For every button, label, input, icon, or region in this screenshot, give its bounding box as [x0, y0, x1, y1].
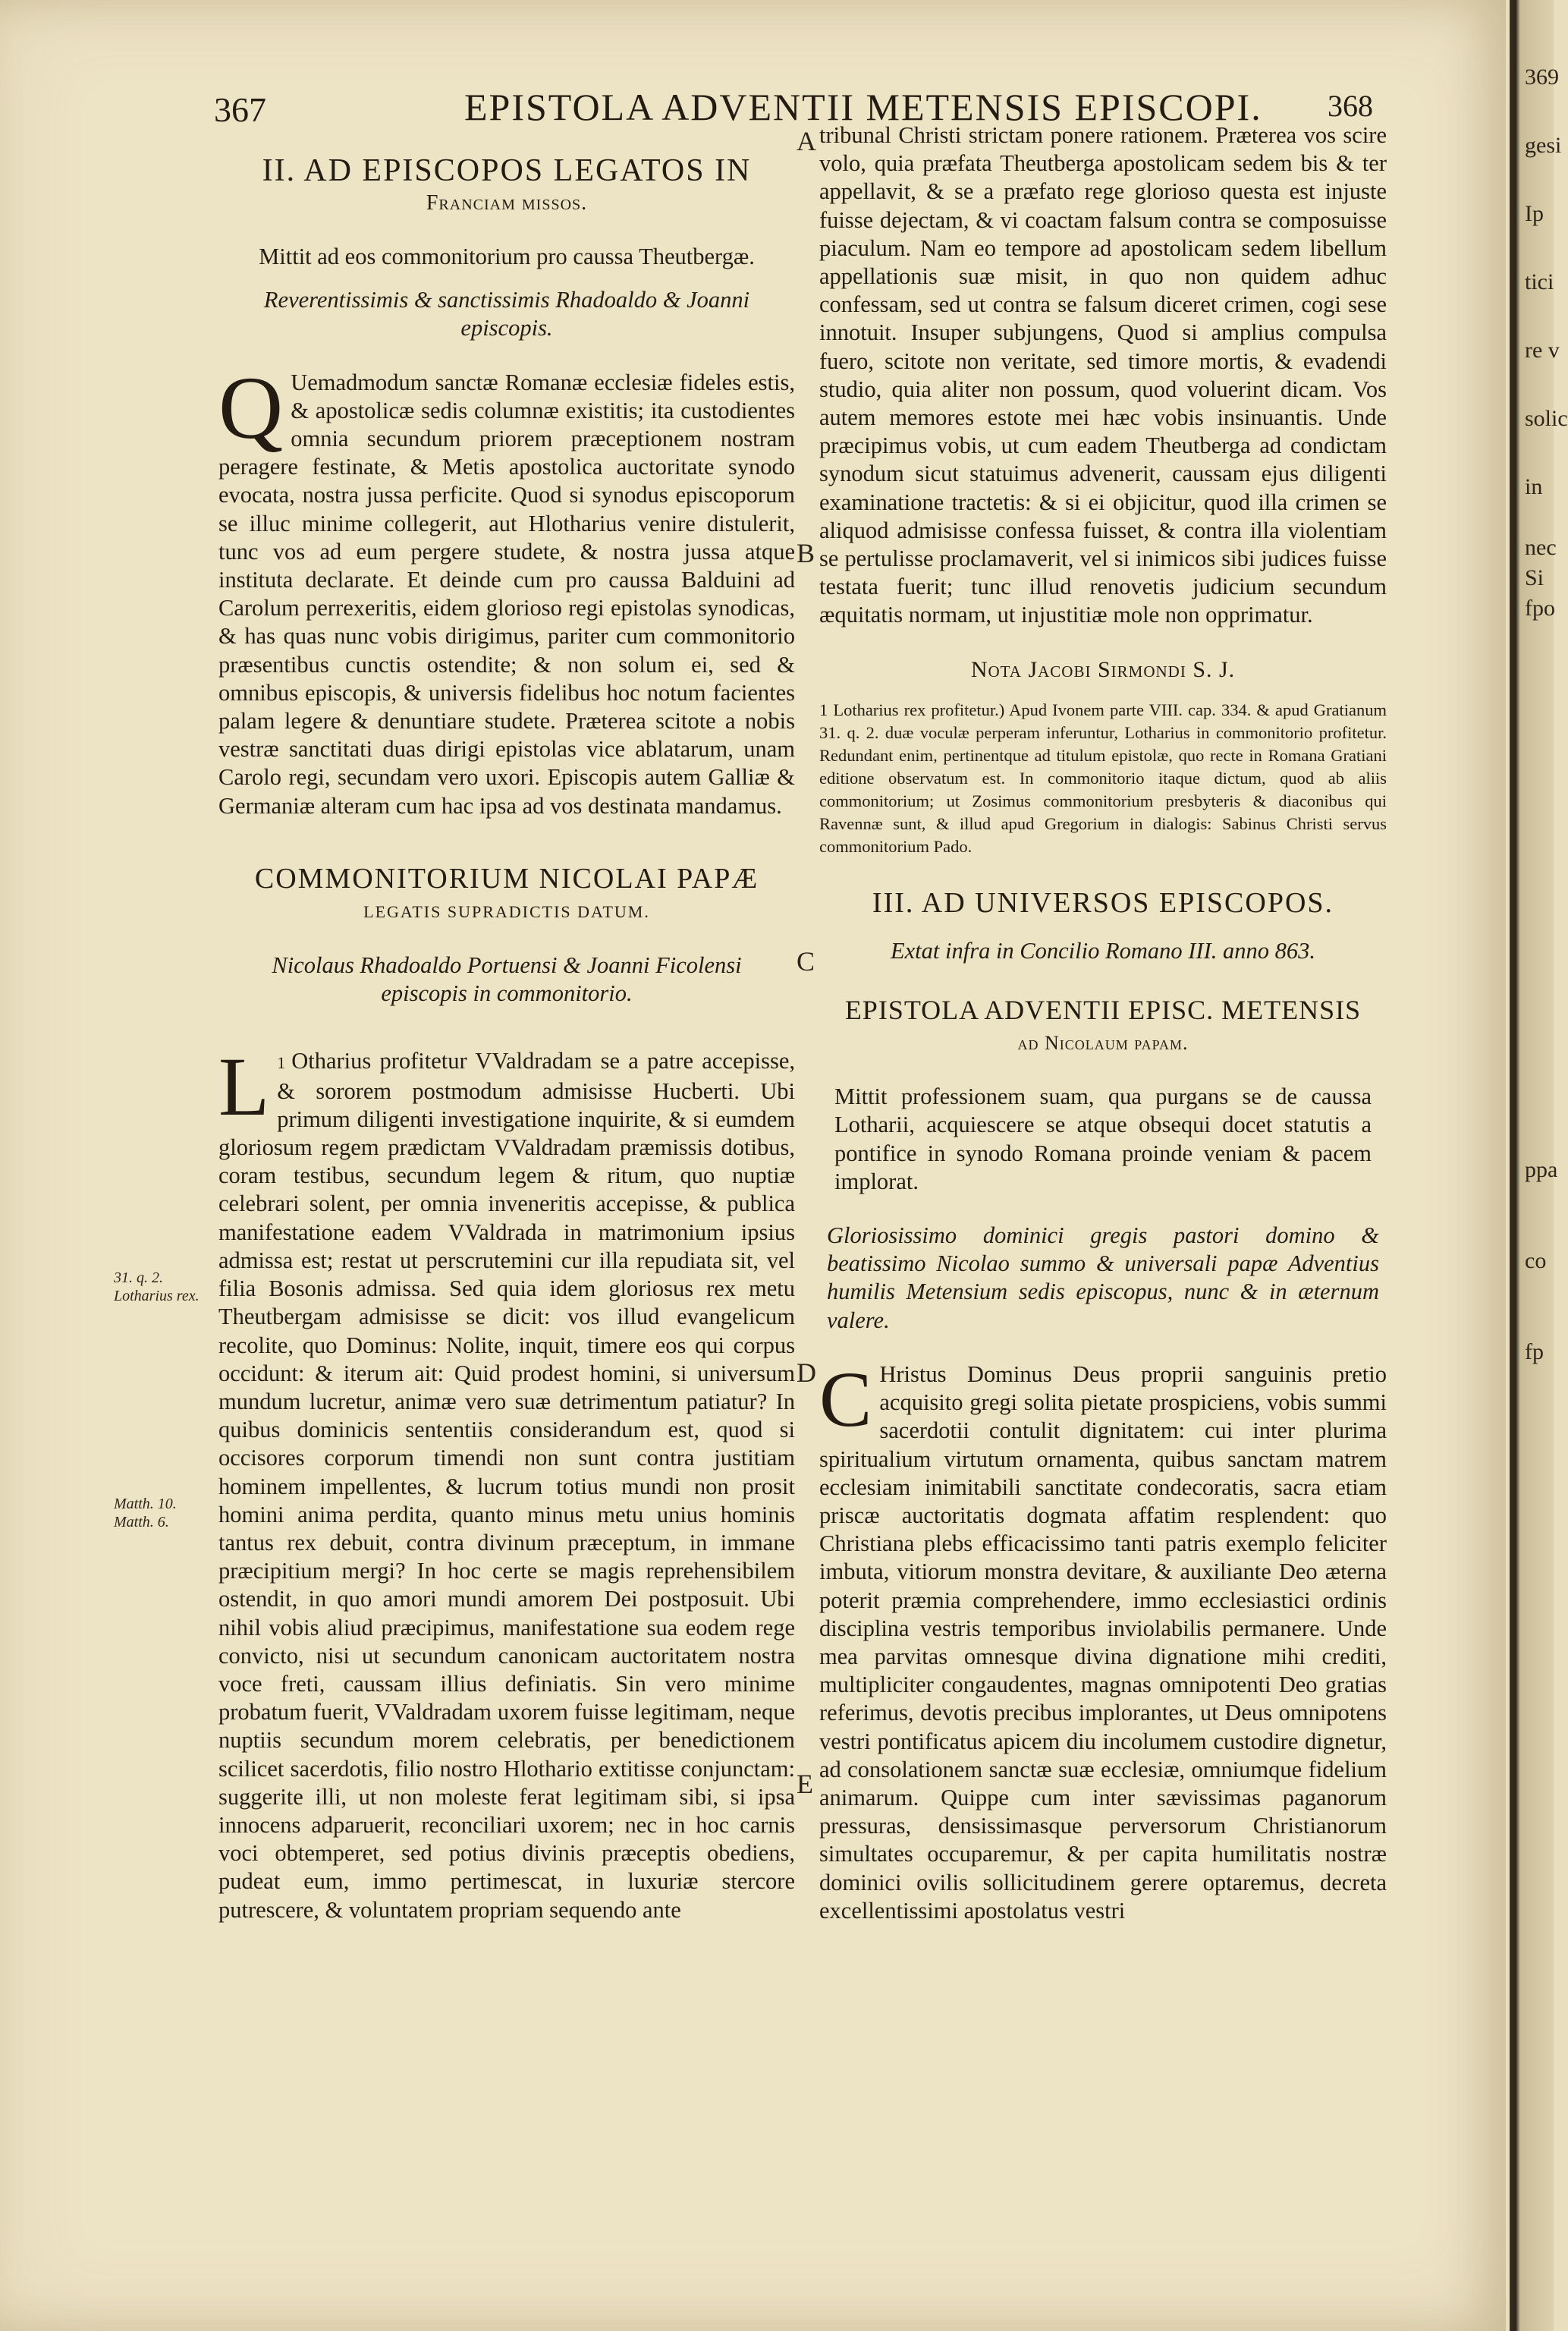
salutation-4: Gloriosissimo dominici gregis pastori domino & beatissimo Nicolao summo & universali papæ Adventius humilis Metensium sedis episcopus, nunc & in æternum valere.: [827, 1222, 1379, 1333]
dropcap-l: L: [218, 1040, 270, 1134]
note-number: 1: [277, 1053, 286, 1073]
margin-letter-e: E: [797, 1769, 813, 1799]
commonitorium-subheading: LEGATIS SUPRADICTIS DATUM.: [363, 901, 650, 921]
section-3-summary: Extat infra in Concilio Romano III. anno 863.: [891, 937, 1315, 964]
next-page-fragment: ppa: [1525, 1157, 1558, 1182]
next-page-fragment: tici: [1525, 269, 1554, 294]
dropcap-c: C: [819, 1355, 872, 1443]
next-page-fragment: co: [1525, 1248, 1547, 1273]
letter-body-4: [819, 1355, 1387, 1925]
commonitorium-body: [218, 1040, 795, 1924]
commonitorium-body-text: Otharius profitetur VValdradam se a patre accepisse, & sororem postmodum admisisse Hucberti. Ubi primum diligenti investigatione inquirite, & si eumdem gloriosum regem prædictam VValdradam præmissis dotibus, coram testibus, secundum legem & ritum, quo nuptiæ celebrari solent, per omnia inveneritis accepisse, & publica manifestatione eadem VValdrada in matrimonium ipsius admissa est; restat ut perscrutemini cur illa repudiata sit, vel filia Bosonis admissa. Sed quia idem gloriosus rex metu Theutbergam admisisse se dicit: vos illud evangelicum recolite, quo Dominus: Nolite, inquit, timere eos qui corpus occidunt: & iterum ait: Quid prodest homini, si universum mundum lucretur, animæ vero suæ detrimentum patiatur? In quibus dominicis sententiis considerandum est, quod si occisores corporum timendi non sunt contra justitiam hominem impellentes, & lucrum totius mundi non prosit homini anima perdita, quanto minus metu unius hominis tantus rex debuit, contra divinum præceptum, in immane præcipitium mergi? In hoc certe se magis reprehensibilem ostendit, in quo amori mundi amorem Dei postposuit. Ubi nihil vobis aliud præcipimus, manifestatione sua eodem rege convicto, nisi ut secundum canonicam auctoritatem nostra voce freti, caussam illius definiatis. Sin vero minime probatum fuerit, VValdradam uxorem fuisse legitimam, neque nuptiis secundum morem celebratis, per benedictionem scilicet sacerdotis, filio nostro Hlothario extitisse conjunctam: suggerite illi, ut non moleste ferat legitimam sibi, si ipsa innocens adparuerit, reconciliari uxorem; nec in hoc carnis voci obtemperet, sed potius divinis præceptis obediens, pudeat eum, immo pertimescat, in luxuriæ stercore putrescere, & voluntatem propriam sequendo ante: [218, 1048, 795, 1923]
section-heading-3: III. AD UNIVERSOS EPISCOPOS.: [872, 886, 1334, 919]
page-number-left: 367: [214, 90, 266, 129]
margin-letter-a: A: [797, 126, 816, 156]
letter-body-4-text: Hristus Dominus Deus proprii sanguinis pretio acquisito gregi solita pietate prospiciens, vobis summi sacerdotii contulit dignitatem: cui inter plurima spiritualium virtutum ornamenta, quibus sanctam matrem ecclesiam inimitabili sanctitate condecoratis, sacra etiam priscæ auctoritatis dogmata affatim resplendent: quo Christiana plebs efficacissimo tanti patris exemplo feliciter imbuta, vitiorum monstra devitare, & auxiliante Deo æterna poterit præmia comprehendere, immo ecclesiastici ordinis disciplina vestris temporibus inviolabilis permanere. Unde mea parvitas omnesque divina dignatione mihi crediti, multipliciter congaudentes, magnas omnipotenti Deo gratias referimus, devotis precibus implorantes, ut Deus omnipotens vestri pontificatus apicem diu incolumem custodire dignetur, ad consolationem sanctæ suæ ecclesiæ, omniumque fidelium animarum. Quippe cum inter sævissimas paganorum pressuras, densissimasque perversorum Christianorum simultates occuparemur, & per capita humilitatis nostræ dominici ovilis sollicitudinem gerere optaremus, decreta excellentissimi apostolatus vestri: [819, 1361, 1387, 1924]
running-title: EPISTOLA ADVENTII METENSIS EPISCOPI.: [464, 86, 1262, 128]
right-column: [819, 121, 1387, 1925]
commonitorium-continuation: tribunal Christi strictam ponere rationem. Præterea vos scire volo, quia præfata Theutberga apostolicam sedem bis & ter appellavit, & se a præfato rege glorioso questa est injuste fuisse dejectam, & vi coactam falsum contra se composuisse piaculum. Nam eo tempore ad apostolicam sedem libellum appellationis suæ misit, in quo non quidem adhuc confessam, sed ut contra se falsum diceret crimen, cogi sese innotuit. Insuper subjungens, Quod si amplius compulsa fuero, scitote non veritate, sed timore mortis, & evadendi studio, quia aliter non possum, quod voluerint dicam. Vos autem memores estote mei hæc vobis insinuantis. Unde præcipimus vobis, ut cum eadem Theutberga ad condictam synodum sicut statuimus advenerit, caussam ejus diligenti examinatione tractetis: & si ei objicitur, quod illa crimen se aliquod admisisse confessa fuisset, & contra illa violentiam se pertulisse proclamaverit, vel si inimicos sibi judices fuisse testata fuerit; tunc illud renovetis judicium secundum æquitatis normam, ut injustitiæ mole non opprimatur.: [819, 122, 1387, 628]
note-heading: Nota Jacobi Sirmondi S. J.: [970, 656, 1236, 682]
next-page-fragment: in: [1525, 474, 1543, 499]
section-subheading-4: ad Nicolaum papam.: [1017, 1032, 1189, 1055]
margin-reference-2: Matth. 10. Matth. 6.: [114, 1496, 177, 1530]
section-heading-4: EPISTOLA ADVENTII EPISC. METENSIS: [844, 995, 1362, 1026]
letter-summary-1: Mittit ad eos commonitorium pro caussa Theutbergæ.: [259, 244, 755, 269]
margin-reference-1: 31. q. 2. Lotharius rex.: [114, 1269, 200, 1304]
next-page-fragment: 369: [1525, 64, 1559, 90]
next-page-fragment: Ip: [1525, 201, 1544, 226]
next-page-fragment: re v: [1525, 338, 1560, 363]
letter-summary-4: Mittit professionem suam, qua purgans se de caussa Lotharii, acquiescere se atque obsequi docet statutis a pontifice in synodo Romana proinde veniam & pacem implorat.: [834, 1084, 1372, 1194]
margin-letter-c: C: [797, 946, 815, 977]
next-page-fragment: Si: [1525, 565, 1544, 590]
section-heading-2: II. AD EPISCOPOS LEGATOS IN: [262, 153, 752, 188]
letter-body-1-text: Uemadmodum sanctæ Romanæ ecclesiæ fideles estis, & apostolicæ sedis columnæ existitis; ita custodientes omnia secundum priorem præceptionem nostram peragere festinate, & Metis apostolica auctoritate synodo evocata, nostra jussa perficite. Quod si synodus episcoporum se illuc minime collegerit, aut Hlotharius venire distulerit, tunc vos ad eum pergere studete, & nostra jussa atque instituta declarate. Et deinde cum pro caussa Balduini ad Carolum perrexeritis, eidem glorioso regi epistolas synodicas, & has quas nunc vobis dirigimus, pariter cum commonitorio præsentibus cunctis ostendite; & non solum ei, sed & omnibus episcopis, & universis fidelibus hoc notum facientes palam legere & denuntiare studete. Præterea scitote a nobis vestræ sanctitati duas dirigi epistolas vice ablatarum, unam Carolo regi, secundam vero uxori. Episcopis autem Galliæ & Germaniæ alteram cum hac ipsa ad vos destinata mandamus.: [218, 369, 795, 819]
letter-body-1: [218, 357, 795, 820]
next-page-fragment: fpo: [1525, 596, 1555, 621]
margin-letter-d: D: [797, 1357, 816, 1388]
next-page-fragment: gesi: [1525, 133, 1562, 158]
footnote-text: 1 Lotharius rex profitetur.) Apud Ivonem parte VIII. cap. 334. & apud Gratianum 31. q. 2. duæ voculæ perperam inferuntur, Lotharius in commonitorio profitetur. Redundant enim, pertinentque ad titulum epistolæ, quo recte in Romana Gratiani editione observatum est. In commonitorio itaque dictum, quod ab aliis commonitorium; ut Zosimus commonitorium presbyteris & diaconibus qui Ravennæ sunt, & illud apud Gregorium in dialogis: Sabinus Christi servus commonitorium Pado.: [819, 700, 1387, 856]
page-number-right: 368: [1328, 89, 1373, 123]
section-subheading-2: Franciam missos.: [426, 191, 588, 215]
left-column: [218, 152, 795, 1924]
dropcap-q: Q: [218, 357, 284, 458]
next-page-fragment: fp: [1525, 1339, 1544, 1364]
salutation-1: Reverentissimis & sanctissimis Rhadoaldo & Joanni episcopis.: [263, 287, 750, 341]
salutation-2: Nicolaus Rhadoaldo Portuensi & Joanni Ficolensi episcopis in commonitorio.: [272, 952, 742, 1007]
next-page-fragment: nec: [1525, 535, 1557, 560]
next-page-fragment: solic: [1525, 406, 1568, 431]
next-page-edge: [1510, 0, 1568, 2331]
commonitorium-heading: COMMONITORIUM NICOLAI PAPÆ: [254, 862, 759, 895]
margin-letter-b: B: [797, 538, 815, 568]
